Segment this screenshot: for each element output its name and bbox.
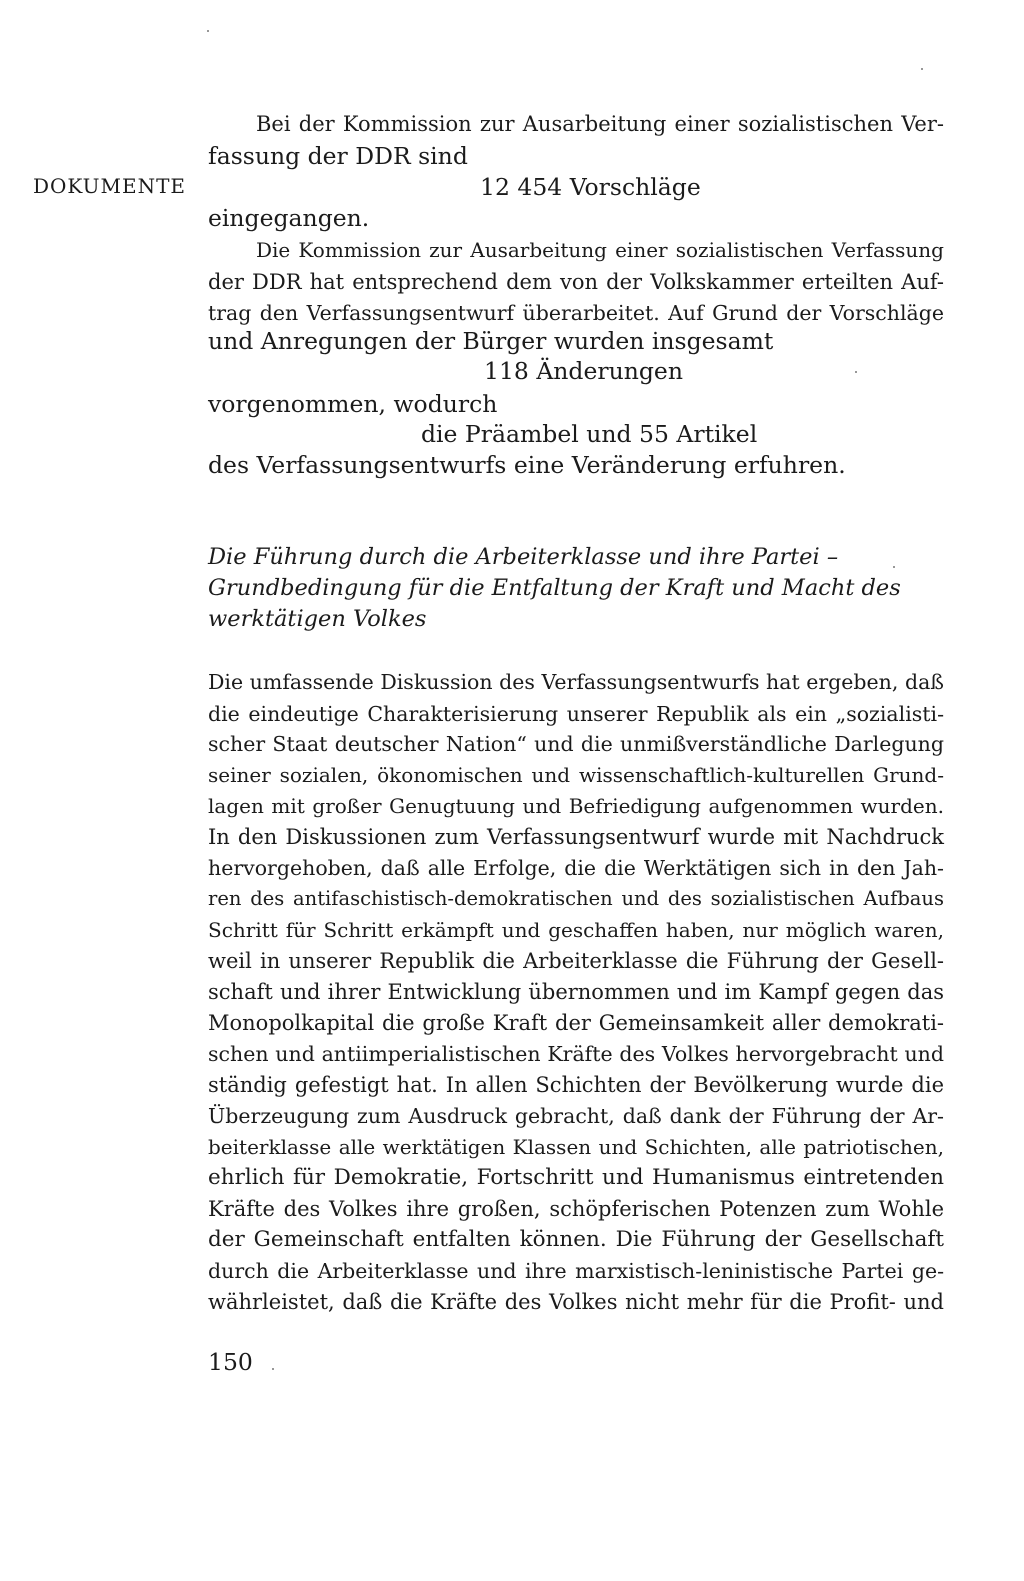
text-line: eingegangen. xyxy=(208,204,370,232)
text-line: hervorgehoben, daß alle Erfolge, die die Werktätigen sich in den Jah- xyxy=(208,856,944,880)
scan-speck xyxy=(855,371,857,373)
text-line: Kräfte des Volkes ihre großen, schöpferischen Potenzen zum Wohle xyxy=(208,1197,944,1221)
section-heading: Die Führung durch die Arbeiterklasse und ihre Partei – xyxy=(208,544,839,570)
sidebar-label: DOKUMENTE xyxy=(33,174,187,198)
text-line: Schritt für Schritt erkämpft und geschaffen haben, nur möglich waren, xyxy=(208,918,944,942)
text-line: trag den Verfassungsentwurf überarbeitet. Auf Grund der Vorschläge xyxy=(208,301,944,325)
section-heading: Grundbedingung für die Entfaltung der Kraft und Macht des xyxy=(208,575,901,601)
scan-speck xyxy=(207,30,209,32)
text-line: der Gemeinschaft entfalten können. Die Führung der Gesellschaft xyxy=(208,1227,944,1252)
text-line: der DDR hat entsprechend dem von der Volkskammer erteilten Auf- xyxy=(208,270,944,294)
text-line: Monopolkapital die große Kraft der Gemeinsamkeit aller demokrati- xyxy=(208,1011,944,1035)
text-line: des Verfassungsentwurfs eine Veränderung erfuhren. xyxy=(208,451,846,479)
text-line: Die umfassende Diskussion des Verfassungsentwurfs hat ergeben, daß xyxy=(208,670,944,694)
text-line: ren des antifaschistisch-demokratischen und des sozialistischen Aufbaus xyxy=(208,887,944,910)
scan-speck xyxy=(272,1368,274,1370)
text-line: schen und antiimperialistischen Kräfte des Volkes hervorgebracht und xyxy=(208,1042,944,1066)
text-line: ehrlich für Demokratie, Fortschritt und Humanismus eintretenden xyxy=(208,1165,944,1190)
text-line: scher Staat deutscher Nation“ und die unmißverständliche Darlegung xyxy=(208,732,944,756)
text-line: Überzeugung zum Ausdruck gebracht, daß dank der Führung der Ar- xyxy=(208,1104,944,1128)
text-line: die eindeutige Charakterisierung unserer Republik als ein „sozialisti- xyxy=(208,702,944,726)
text-line: Bei der Kommission zur Ausarbeitung einer sozialistischen Ver- xyxy=(256,112,944,136)
highlight-figure: 12 454 Vorschläge xyxy=(480,173,701,201)
page-number: 150 xyxy=(208,1348,253,1376)
scan-speck xyxy=(893,566,895,568)
section-heading: werktätigen Volkes xyxy=(208,606,427,632)
text-line: ständig gefestigt hat. In allen Schichten der Bevölkerung wurde die xyxy=(208,1073,944,1097)
text-line: Die Kommission zur Ausarbeitung einer sozialistischen Verfassung xyxy=(256,238,944,262)
highlight-figure: die Präambel und 55 Artikel xyxy=(421,420,758,448)
text-line: fassung der DDR sind xyxy=(208,142,468,170)
text-line: seiner sozialen, ökonomischen und wissenschaftlich-kulturellen Grund- xyxy=(208,763,944,787)
text-line: schaft und ihrer Entwicklung übernommen und im Kampf gegen das xyxy=(208,980,944,1004)
text-line: vorgenommen, wodurch xyxy=(208,390,498,418)
text-line: lagen mit großer Genugtuung und Befriedigung aufgenommen wurden. xyxy=(208,794,944,818)
text-line: weil in unserer Republik die Arbeiterklasse die Führung der Gesell- xyxy=(208,949,944,973)
text-line: währleistet, daß die Kräfte des Volkes nicht mehr für die Profit- und xyxy=(208,1290,944,1314)
text-line: beiterklasse alle werktätigen Klassen und Schichten, alle patriotischen, xyxy=(208,1135,944,1159)
text-line: durch die Arbeiterklasse und ihre marxistisch-leninistische Partei ge- xyxy=(208,1259,944,1283)
highlight-figure: 118 Änderungen xyxy=(484,357,683,385)
scan-speck xyxy=(921,68,923,70)
text-line: In den Diskussionen zum Verfassungsentwurf wurde mit Nachdruck xyxy=(208,825,944,849)
text-line: und Anregungen der Bürger wurden insgesamt xyxy=(208,327,774,355)
